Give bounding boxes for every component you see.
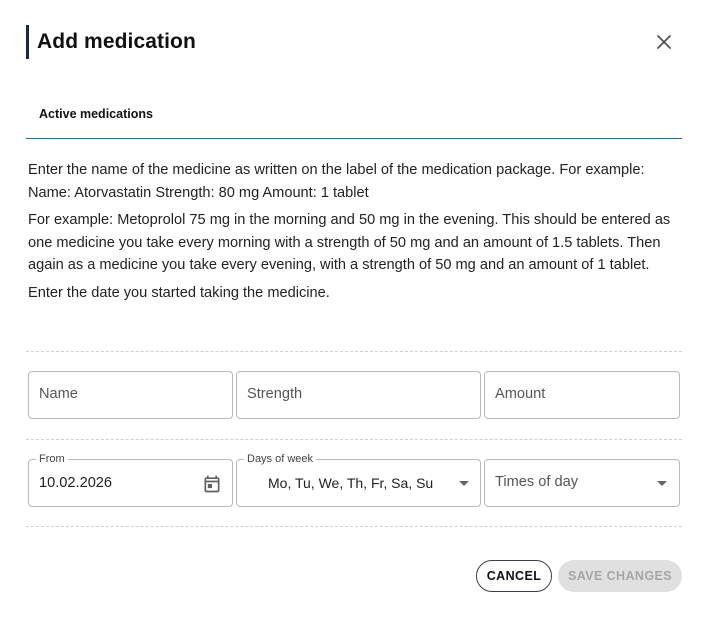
divider	[26, 351, 682, 352]
strength-placeholder: Strength	[247, 386, 303, 402]
times-of-day-placeholder: Times of day	[495, 474, 578, 490]
dialog-title: Add medication	[37, 30, 196, 53]
instruction-paragraph-2: For example: Metoprolol 75 mg in the morning and 50 mg in the evening. This should be entered as one medicine you take every morning with a strength of 50 mg and an amount of 1.5 tablets. Then again as a medicine you take every evening, with a strength of 50 mg and an amount of 1 tablet.	[28, 212, 671, 273]
save-changes-button[interactable]: SAVE CHANGES	[558, 560, 682, 592]
calendar-icon[interactable]	[202, 474, 222, 494]
from-date-field[interactable]	[28, 453, 233, 507]
chevron-down-icon	[459, 481, 469, 486]
close-icon	[656, 34, 672, 50]
instruction-paragraph-3: Enter the date you started taking the medicine.	[28, 284, 330, 301]
times-of-day-select[interactable]	[484, 459, 680, 507]
name-placeholder: Name	[39, 386, 78, 402]
tab-active-medications[interactable]: Active medications	[39, 107, 153, 121]
divider	[26, 526, 682, 527]
instructions	[28, 159, 678, 309]
chevron-down-icon	[657, 481, 667, 486]
days-of-week-select[interactable]	[236, 453, 481, 507]
strength-input[interactable]	[236, 371, 481, 419]
from-date-value: 10.02.2026	[39, 475, 113, 491]
dialog-title-bar	[26, 25, 196, 59]
close-button[interactable]	[650, 28, 678, 56]
days-of-week-label: Days of week	[244, 452, 316, 466]
days-of-week-value: Mo, Tu, We, Th, Fr, Sa, Su	[268, 475, 434, 491]
amount-input[interactable]	[484, 371, 680, 419]
from-label: From	[36, 452, 68, 466]
tab-bar	[26, 96, 682, 139]
name-input[interactable]	[28, 371, 233, 419]
amount-placeholder: Amount	[495, 386, 546, 402]
instruction-paragraph-1: Enter the name of the medicine as written on the label of the medication package. For example: Name: Atorvastatin Strength: 80 mg Amount: 1 tablet	[28, 162, 645, 201]
cancel-button[interactable]: CANCEL	[476, 560, 552, 592]
divider	[26, 439, 682, 440]
